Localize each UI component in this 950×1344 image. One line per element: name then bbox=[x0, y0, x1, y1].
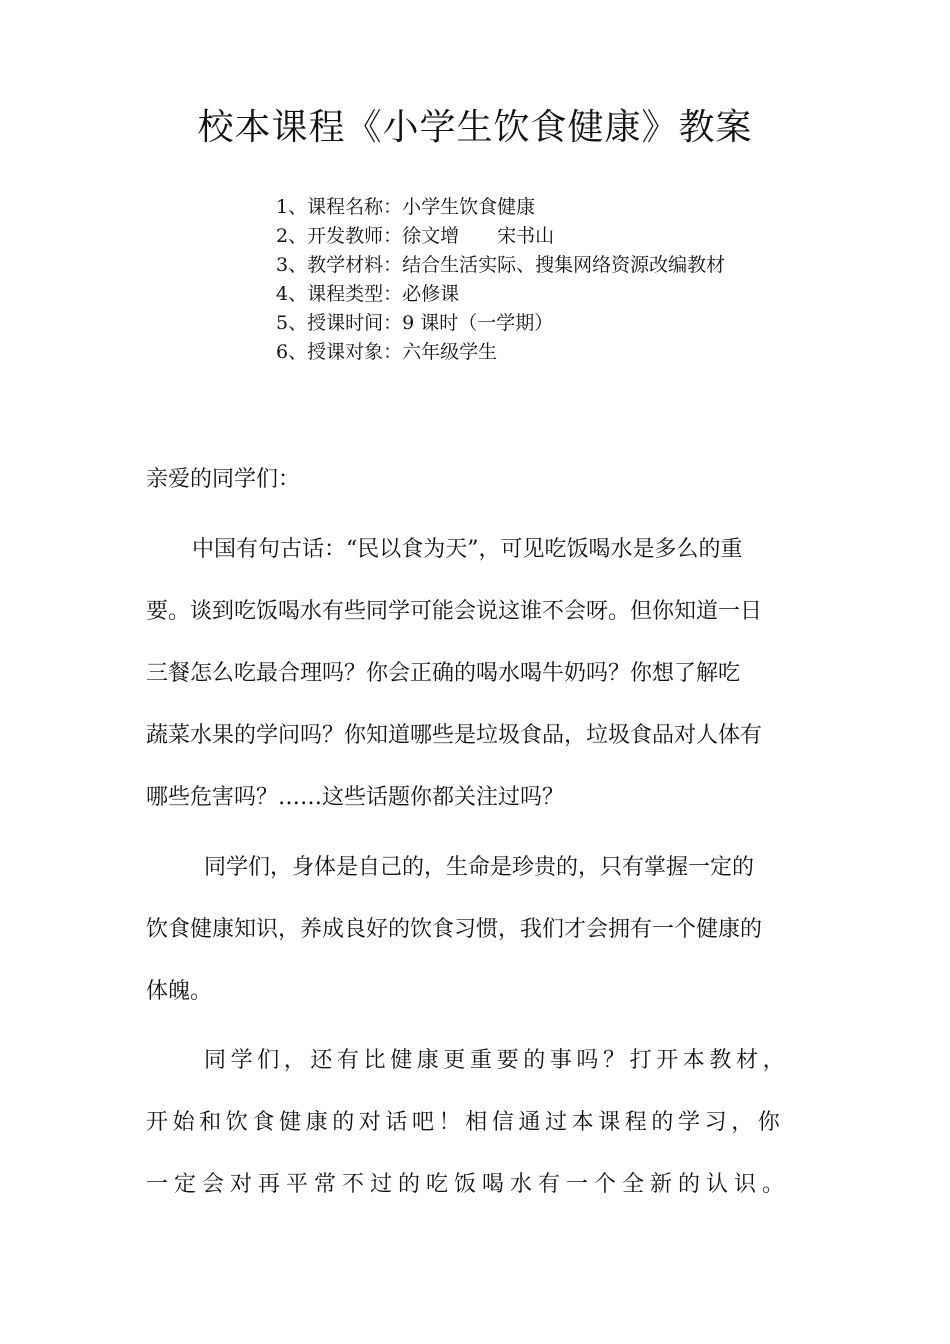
item-number: 2、 bbox=[276, 225, 308, 247]
course-info-list bbox=[276, 193, 876, 367]
item-number: 4、 bbox=[276, 283, 308, 305]
paragraph-line: 体魄。 bbox=[146, 979, 213, 1004]
paragraph-intro bbox=[146, 532, 806, 842]
paragraph-line: 开始和饮食健康的对话吧！相信通过本课程的学习，你 bbox=[146, 1110, 785, 1135]
paragraph-line: 哪些危害吗？……这些话题你都关注过吗？ bbox=[146, 785, 565, 810]
item-number: 6、 bbox=[276, 341, 308, 363]
paragraph-line: 饮食健康知识，养成良好的饮食习惯，我们才会拥有一个健康的 bbox=[146, 917, 763, 942]
course-info-item bbox=[276, 280, 876, 309]
course-info-item bbox=[276, 251, 876, 280]
paragraph-line: 同学们，还有比健康更重要的事吗？打开本教材， bbox=[204, 1048, 790, 1073]
greeting: 亲爱的同学们： bbox=[146, 467, 301, 492]
item-number: 3、 bbox=[276, 254, 308, 276]
course-info-item bbox=[276, 222, 876, 251]
item-number: 1、 bbox=[276, 196, 308, 218]
item-value: 六年级学生 bbox=[402, 341, 498, 363]
item-label: 教学材料： bbox=[307, 254, 403, 276]
course-info-item bbox=[276, 338, 876, 367]
item-label: 开发教师： bbox=[307, 225, 403, 247]
item-value: 小学生饮食健康 bbox=[402, 196, 536, 218]
item-value: 9 课时（一学期） bbox=[402, 312, 554, 334]
paragraph-health bbox=[146, 850, 806, 1036]
item-number: 5、 bbox=[276, 312, 308, 334]
course-info-item bbox=[276, 309, 876, 338]
paragraph-line: 同学们，身体是自己的，生命是珍贵的，只有掌握一定的 bbox=[204, 855, 755, 880]
course-info-item bbox=[276, 193, 876, 222]
item-value: 结合生活实际、搜集网络资源改编教材 bbox=[402, 254, 726, 276]
item-label: 授课对象： bbox=[307, 341, 403, 363]
paragraph-line: 要。谈到吃饭喝水有些同学可能会说这谁不会呀。但你知道一日 bbox=[146, 599, 763, 624]
paragraph-line: 中国有句古话：“民以食为天”，可见吃饭喝水是多么的重 bbox=[192, 537, 743, 562]
item-label: 授课时间： bbox=[307, 312, 403, 334]
paragraph-line: 三餐怎么吃最合理吗？你会正确的喝水喝牛奶吗？你想了解吃 bbox=[146, 661, 741, 686]
item-value: 徐文增 宋书山 bbox=[402, 225, 555, 247]
document-title: 校本课程《小学生饮食健康》教案 bbox=[197, 107, 753, 148]
paragraph-line: 一定会对再平常不过的吃饭喝水有一个全新的认识。 bbox=[146, 1172, 791, 1197]
item-label: 课程类型： bbox=[307, 283, 403, 305]
item-value: 必修课 bbox=[402, 283, 460, 305]
paragraph-closing bbox=[146, 1043, 806, 1229]
item-label: 课程名称： bbox=[307, 196, 403, 218]
paragraph-line: 蔬菜水果的学问吗？你知道哪些是垃圾食品，垃圾食品对人体有 bbox=[146, 723, 763, 748]
